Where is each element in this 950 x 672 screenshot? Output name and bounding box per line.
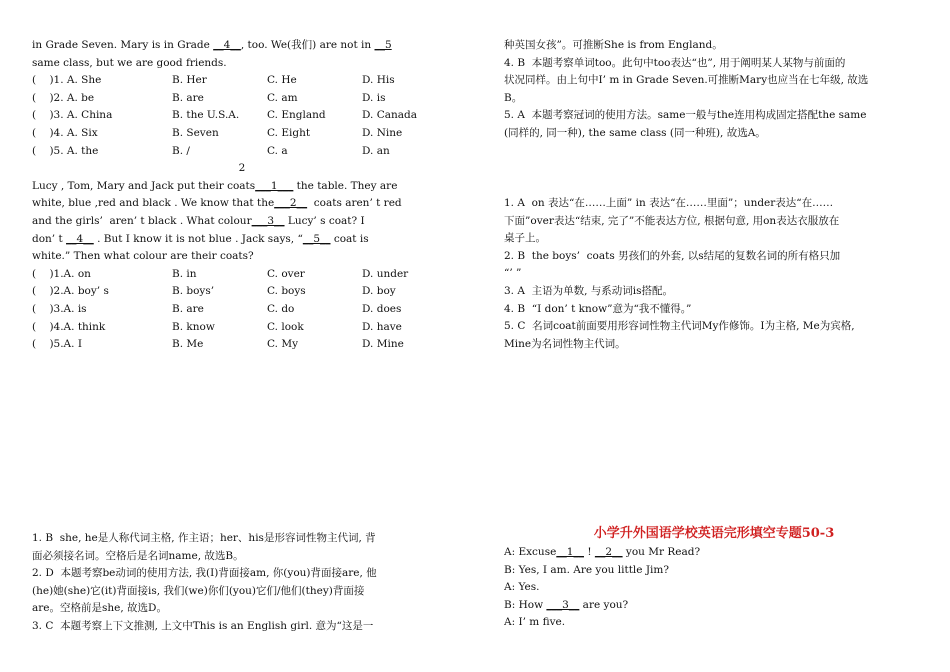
option-a: ( )1.A. on xyxy=(32,267,91,280)
option-d: D. Canada xyxy=(362,109,418,122)
option-a: ( )4.A. think xyxy=(32,320,106,333)
option-d: D. under xyxy=(362,267,409,280)
blank: __5 xyxy=(374,39,392,51)
text: A: Excuse xyxy=(504,546,557,558)
passage2-line xyxy=(32,231,452,249)
dialogue-line xyxy=(504,614,924,632)
option-a: ( )1. A. She xyxy=(32,74,102,87)
option-c: C. England xyxy=(267,109,326,122)
text: . But I know it is not blue . Jack says, “ xyxy=(93,232,303,245)
option-d: D. Nine xyxy=(362,126,403,139)
dialogue-line xyxy=(504,579,924,597)
explanation-line: 3. C 本题考察上下文推测, 上文中This is an English girl. 意为“这是一 xyxy=(32,619,374,632)
option-b: B. are xyxy=(172,302,204,315)
option-d: D. is xyxy=(362,91,386,104)
option-row xyxy=(32,336,452,354)
option-row xyxy=(32,283,452,301)
option-b: B. are xyxy=(172,91,204,104)
text: the table. They are xyxy=(293,179,398,192)
blank: ___3__ xyxy=(546,598,580,611)
text: A: I’ m five. xyxy=(504,616,566,629)
option-c: C. boys xyxy=(267,285,306,298)
text: A: Yes. xyxy=(504,581,540,594)
option-d: D. His xyxy=(362,74,395,87)
explanation-line: 1. B she, he是人称代词主格, 作主语；her、his是形容词性物主代词, 背 xyxy=(32,532,376,544)
passage2-line xyxy=(32,195,452,213)
text: don’ t xyxy=(32,232,67,245)
passage1-line xyxy=(32,37,452,55)
explanation-line: 3. A 主语为单数, 与系动词is搭配。 xyxy=(504,284,674,297)
option-a: ( )2. A. be xyxy=(32,91,95,104)
left-bottom-block xyxy=(32,530,452,636)
right-bottom-block xyxy=(504,524,924,632)
passage2-line xyxy=(32,213,452,231)
section-number: 2 xyxy=(238,162,246,175)
right-mid-block xyxy=(504,195,924,353)
text: same class, but we are good friends. xyxy=(32,56,227,69)
option-b: B. boys’ xyxy=(172,285,215,298)
text: , too. We(我们) are not in xyxy=(240,39,375,51)
option-c: C. am xyxy=(267,91,298,104)
explanation-line: are。空格前是she, 故选D。 xyxy=(32,602,167,615)
right-top-block xyxy=(504,37,924,143)
blank: __1__ xyxy=(556,546,584,558)
blank: __5__ xyxy=(302,232,331,245)
option-row xyxy=(32,319,452,337)
passage2-line xyxy=(32,248,452,266)
option-a: ( )4. A. Six xyxy=(32,126,98,139)
text: white, blue ,red and black . We know that the xyxy=(32,197,275,210)
option-b: B. / xyxy=(172,144,190,157)
text: in Grade Seven. Mary is in Grade xyxy=(32,39,214,51)
option-row xyxy=(32,266,452,284)
explanation-line: 种英国女孩”。可推断She is from England。 xyxy=(504,39,723,51)
text: B: Yes, I am. Are you little Jim? xyxy=(504,563,669,576)
option-a: ( )3.A. is xyxy=(32,302,87,315)
option-b: B. Seven xyxy=(172,126,219,139)
dialogue-line xyxy=(504,597,924,615)
option-b: B. know xyxy=(172,320,215,333)
blank: __2__ xyxy=(594,546,623,558)
explanation-line: 下面”over表达“结束, 完了”不能表达方位, 根据句意, 用on表达衣服放在 xyxy=(504,214,840,227)
explanation-line: 1. A on 表达“在……上面” in 表达“在……里面”；under表达“在…… xyxy=(504,197,834,209)
option-b: B. the U.S.A. xyxy=(172,109,240,122)
option-d: D. boy xyxy=(362,285,396,298)
option-row xyxy=(32,125,452,143)
option-c: C. do xyxy=(267,302,295,315)
explanation-line: (同样的, 同一种), the same class (同一种班), 故选A。 xyxy=(504,126,766,139)
text: coat is xyxy=(330,232,369,245)
text: Lucy’ s coat? I xyxy=(284,214,365,227)
explanation-line: 4. B 本题考察单词too。此句中too表达“也”, 用于阐明某人某物与前面的 xyxy=(504,56,846,69)
option-c: C. Eight xyxy=(267,126,311,139)
blank: ___1___ xyxy=(255,179,294,192)
option-row xyxy=(32,107,452,125)
option-d: D. an xyxy=(362,144,390,157)
option-row xyxy=(32,301,452,319)
option-b: B. Her xyxy=(172,74,207,87)
explanation-line: (he)她(she)它(it)背面接is, 我们(we)你们(you)它们/他们(they)背面接 xyxy=(32,584,365,597)
option-a: ( )2.A. boy’ s xyxy=(32,285,109,298)
left-top-block xyxy=(32,37,452,354)
option-row xyxy=(32,143,452,161)
option-c: C. over xyxy=(267,267,305,280)
explanation-line: 桌子上。 xyxy=(504,232,546,245)
explanation-line: “’ ” xyxy=(504,267,522,280)
option-d: D. does xyxy=(362,302,402,315)
blank: ___3__ xyxy=(251,214,285,227)
text: are you? xyxy=(579,598,629,611)
option-b: B. Me xyxy=(172,338,204,351)
option-row xyxy=(32,72,452,90)
option-a: ( )5. A. the xyxy=(32,144,99,157)
text: and the girls’ aren’ t black . What colour xyxy=(32,214,252,227)
explanation-line: B。 xyxy=(504,91,523,104)
option-c: C. My xyxy=(267,338,299,351)
dialogue-line xyxy=(504,544,924,562)
explanation-line: 状况同样。由上句中I’ m in Grade Seven.可推断Mary也应当在七年级, 故选 xyxy=(504,74,869,87)
text: B: How xyxy=(504,598,547,611)
option-a: ( )5.A. I xyxy=(32,338,82,351)
option-c: C. He xyxy=(267,74,297,87)
passage2-line xyxy=(32,178,452,196)
option-row xyxy=(32,90,452,108)
explanation-line: 4. B “I don’ t know”意为“我不懂得。” xyxy=(504,302,692,315)
text: white.” Then what colour are their coats? xyxy=(32,250,254,263)
explanation-line: 2. B the boys’ coats 男孩们的外套, 以s结尾的复数名词的所有格只加 xyxy=(504,249,841,262)
explanation-line: Mine为名词性物主代词。 xyxy=(504,337,626,350)
explanation-line: 面必须接名词。空格后是名词name, 故选B。 xyxy=(32,549,244,562)
page-title: 小学升外国语学校英语完形填空专题50-3 xyxy=(593,526,835,541)
text: you Mr Read? xyxy=(622,546,701,558)
option-d: D. have xyxy=(362,320,402,333)
explanation-line: 5. C 名词coat前面要用形容词性物主代词My作修饰。I为主格, Me为宾格, xyxy=(504,320,855,333)
text: Lucy , Tom, Mary and Jack put their coats xyxy=(32,179,256,192)
option-d: D. Mine xyxy=(362,338,404,351)
option-c: C. look xyxy=(267,320,304,333)
explanation-line: 2. D 本题考察be动词的使用方法, 我(I)背面接am, 你(you)背面接are, 他 xyxy=(32,567,377,580)
option-c: C. a xyxy=(267,144,288,157)
text: coats aren’ t red xyxy=(307,197,402,210)
blank: __4__ xyxy=(66,232,94,245)
blank: __4__ xyxy=(213,39,241,51)
option-a: ( )3. A. China xyxy=(32,109,113,122)
text: ! xyxy=(583,546,595,558)
passage1-line xyxy=(32,55,452,73)
option-b: B. in xyxy=(172,267,197,280)
dialogue-line xyxy=(504,562,924,580)
blank: ___2__ xyxy=(274,197,308,210)
explanation-line: 5. A 本题考察冠词的使用方法。same一般与the连用构成固定搭配the same xyxy=(504,109,867,122)
